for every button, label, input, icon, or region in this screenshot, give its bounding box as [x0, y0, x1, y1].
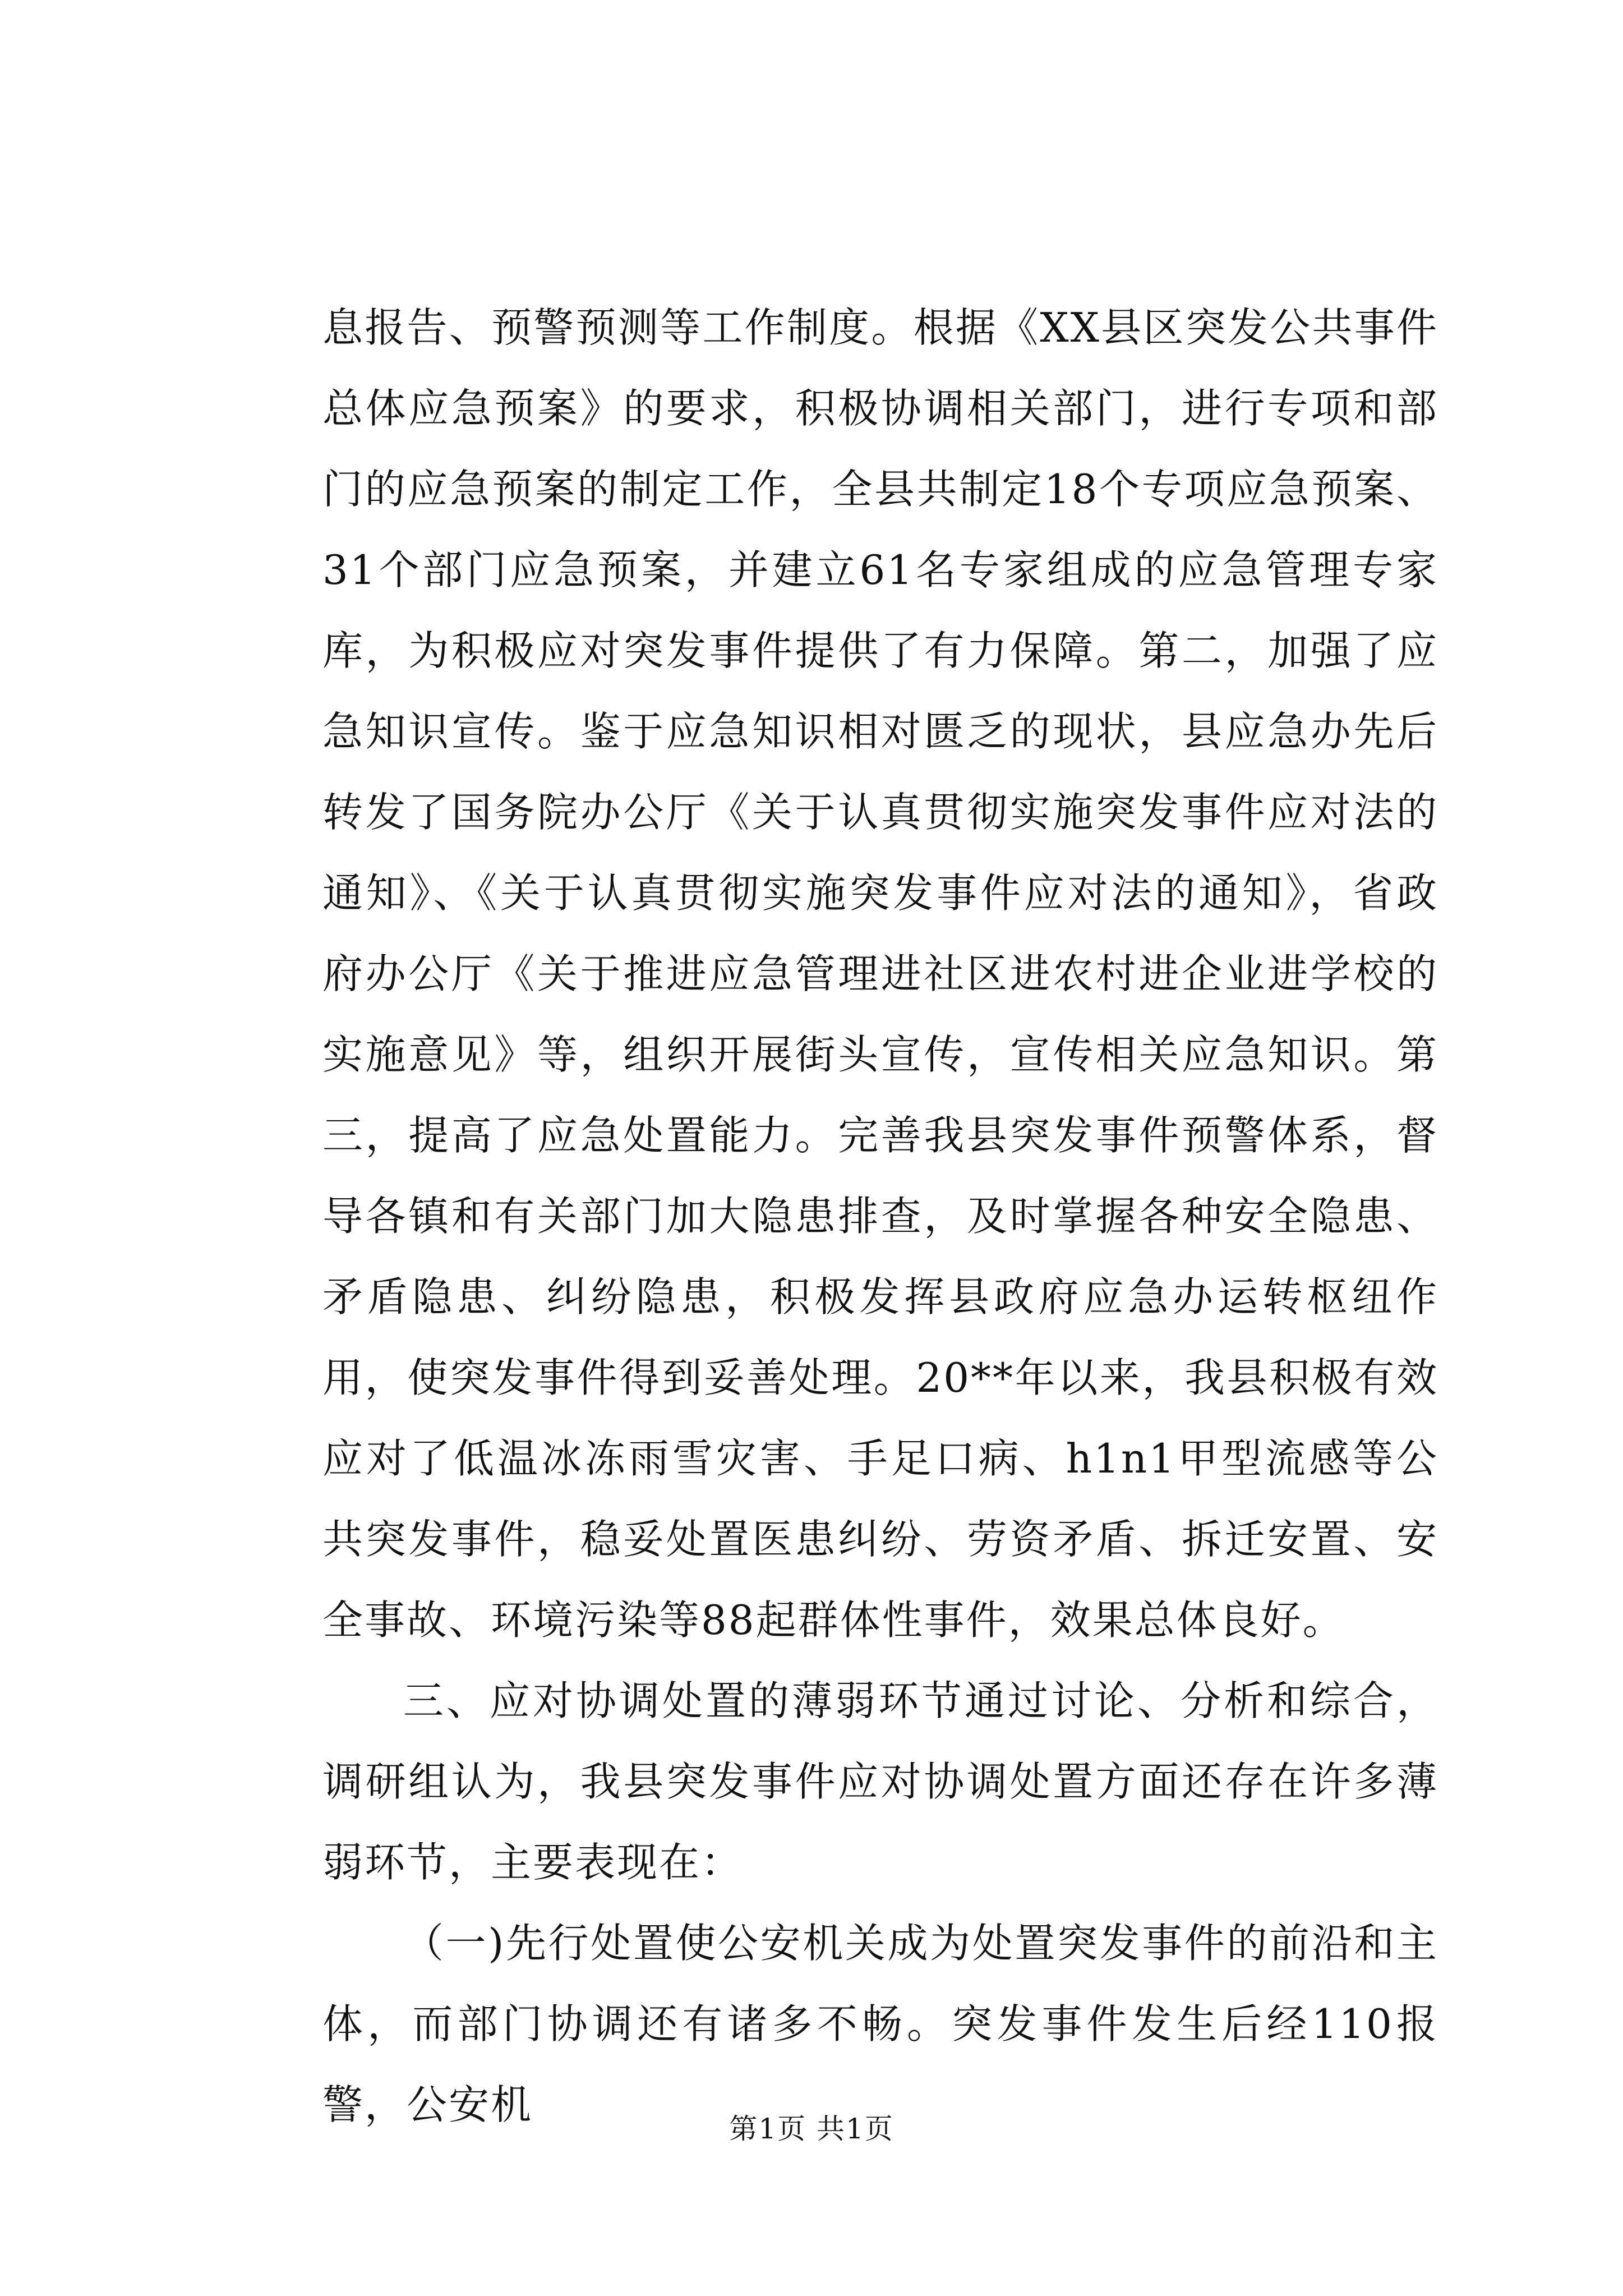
page-footer: 第1页 共1页	[729, 2113, 894, 2145]
paragraph-weak-links-heading: 三、应对协调处置的薄弱环节通过讨论、分析和综合，调研组认为，我县突发事件应对协调处置方面还存在许多薄弱环节，主要表现在：	[322, 1677, 1438, 1886]
document-body	[322, 287, 1438, 2145]
paragraph-emergency-work-summary: 息报告、预警预测等工作制度。根据《XX县区突发公共事件总体应急预案》的要求，积极协调相关部门，进行专项和部门的应急预案的制定工作，全县共制定18个专项应急预案、31个部门应急预案，并建立61名专家组成的应急管理专家库，为积极应对突发事件提供了有力保障。第二，加强了应急知识宣传。鉴于应急知识相对匮乏的现状，县应急办先后转发了国务院办公厅《关于认真贯彻实施突发事件应对法的通知》、《关于认真贯彻实施突发事件应对法的通知》，省政府办公厅《关于推进应急管理进社区进农村进企业进学校的实施意见》等，组织开展街头宣传，宣传相关应急知识。第三，提高了应急处置能力。完善我县突发事件预警体系，督导各镇和有关部门加大隐患排查，及时掌握各种安全隐患、矛盾隐患、纠纷隐患，积极发挥县政府应急办运转枢纽作用，使突发事件得到妥善处理。20**年以来，我县积极有效应对了低温冰冻雨雪灾害、手足口病、h1n1甲型流感等公共突发事件，稳妥处置医患纠纷、劳资矛盾、拆迁安置、安全事故、环境污染等88起群体性事件，效果总体良好。	[322, 304, 1438, 1644]
paragraph-first-weak-link: （一)先行处置使公安机关成为处置突发事件的前沿和主体，而部门协调还有诸多不畅。突发事件发生后经110报警，公安机	[322, 1920, 1438, 2128]
